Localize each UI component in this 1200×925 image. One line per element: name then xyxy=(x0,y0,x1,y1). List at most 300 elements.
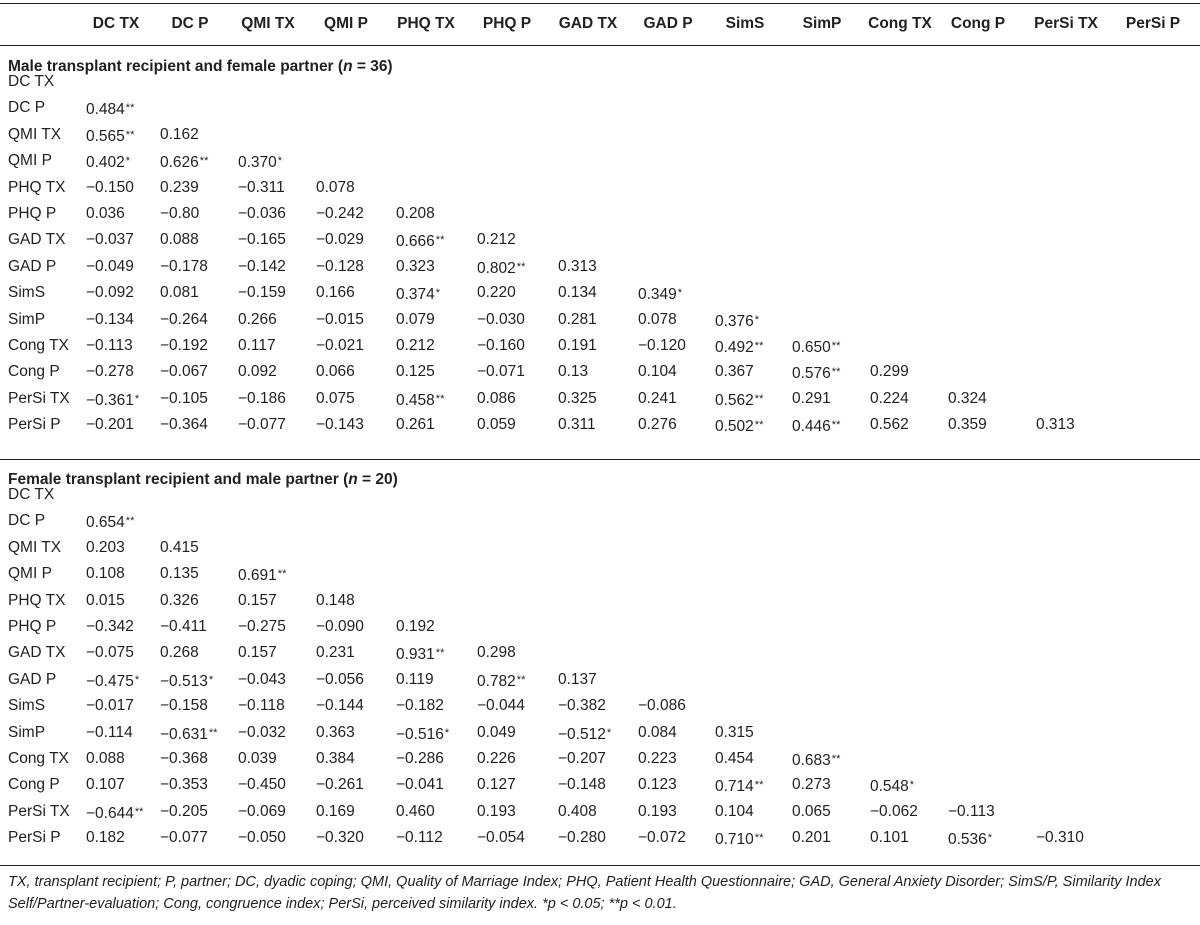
significance-marker: ** xyxy=(516,260,526,273)
table-cell xyxy=(86,588,125,614)
table-cell xyxy=(86,201,125,227)
table-cell xyxy=(638,412,677,438)
significance-marker: * xyxy=(134,392,140,405)
cell-value: 0.104 xyxy=(638,363,677,381)
row-label: GAD TX xyxy=(8,231,66,249)
table-cell xyxy=(638,746,677,772)
table-row xyxy=(0,693,1200,719)
table-cell xyxy=(86,640,134,666)
row-label: PerSi P xyxy=(8,829,61,847)
cell-value: 0.298 xyxy=(477,644,516,662)
table-cell xyxy=(86,746,125,772)
significance-marker: ** xyxy=(754,419,764,432)
table-cell xyxy=(948,799,995,825)
cell-value: −0.342 xyxy=(86,618,134,635)
cell-value: −0.032 xyxy=(238,723,286,741)
table-cell xyxy=(477,772,516,798)
table-row xyxy=(0,640,1200,666)
table-row xyxy=(0,333,1200,359)
cell-value: 0.088 xyxy=(160,231,199,249)
table-cell xyxy=(396,280,440,308)
significance-marker: * xyxy=(677,287,683,300)
cell-value: 0.268 xyxy=(160,644,199,662)
table-cell xyxy=(396,227,444,255)
cell-value: −0.450 xyxy=(238,776,286,794)
table-cell xyxy=(477,307,525,333)
table-cell xyxy=(870,386,909,412)
cell-value: 0.492 xyxy=(715,339,754,356)
table-cell xyxy=(396,746,444,772)
table-row xyxy=(0,412,1200,438)
table-row xyxy=(0,280,1200,306)
cell-value: −0.112 xyxy=(396,829,443,847)
table-cell xyxy=(238,307,277,333)
table-cell xyxy=(638,693,686,719)
cell-value: 0.036 xyxy=(86,205,125,222)
table-cell xyxy=(477,825,525,851)
cell-value: 0.078 xyxy=(638,310,677,328)
cell-value: 0.078 xyxy=(316,178,355,196)
cell-value: −0.072 xyxy=(638,829,686,847)
cell-value: 0.710 xyxy=(715,831,754,849)
significance-marker: ** xyxy=(754,779,764,792)
header-rule xyxy=(0,45,1200,46)
table-cell xyxy=(1036,412,1075,438)
cell-value: 0.370 xyxy=(238,154,277,172)
table-row xyxy=(0,201,1200,227)
table-cell xyxy=(316,359,355,385)
significance-marker: ** xyxy=(831,419,841,432)
cell-value: −0.513 xyxy=(160,672,208,690)
table-cell xyxy=(316,693,364,719)
row-label: PerSi TX xyxy=(8,802,70,820)
table-cell xyxy=(477,720,516,746)
cell-value: 0.931 xyxy=(396,646,435,664)
table-cell xyxy=(638,825,686,851)
table-row xyxy=(0,227,1200,253)
table-cell xyxy=(238,280,286,306)
cell-value: 0.802 xyxy=(477,259,516,277)
cell-value: −0.192 xyxy=(160,337,208,354)
row-label: SimP xyxy=(8,310,46,328)
row-label: SimS xyxy=(8,697,46,715)
cell-value: −0.071 xyxy=(477,363,525,381)
cell-value: −0.80 xyxy=(160,205,200,222)
significance-marker: ** xyxy=(831,753,841,765)
table-cell xyxy=(160,280,199,306)
cell-value: 0.565 xyxy=(86,127,125,145)
row-label: PerSi TX xyxy=(8,389,70,407)
table-row xyxy=(0,720,1200,746)
table-row xyxy=(0,825,1200,851)
table-cell xyxy=(160,825,208,851)
table-bottom-rule xyxy=(0,865,1200,866)
table-cell xyxy=(558,307,597,333)
cell-value: −0.631 xyxy=(160,725,208,743)
row-label: PHQ P xyxy=(8,618,57,635)
table-cell xyxy=(396,386,444,414)
table-cell xyxy=(86,95,134,123)
cell-value: −0.037 xyxy=(86,231,134,249)
table-cell xyxy=(160,693,208,719)
cell-value: 0.626 xyxy=(160,154,199,172)
cell-value: 0.654 xyxy=(86,514,125,532)
column-header: PHQ TX xyxy=(397,15,455,32)
table-cell xyxy=(316,307,364,333)
table-cell xyxy=(160,148,208,176)
cell-value: −0.049 xyxy=(86,257,134,275)
cell-value: −0.242 xyxy=(316,205,364,222)
table-cell xyxy=(160,588,199,614)
row-label: GAD TX xyxy=(8,644,66,662)
row-label: Cong TX xyxy=(8,750,69,767)
cell-value: 0.562 xyxy=(870,416,909,434)
row-label: QMI P xyxy=(8,152,52,170)
table-cell xyxy=(477,799,516,825)
table-cell xyxy=(715,772,763,800)
row-label: DC TX xyxy=(8,73,55,90)
cell-value: 0.454 xyxy=(715,750,754,767)
cell-value: 0.049 xyxy=(477,723,516,741)
cell-value: −0.320 xyxy=(316,829,364,847)
table-cell xyxy=(160,667,213,695)
significance-marker: ** xyxy=(125,515,135,528)
table-cell xyxy=(160,386,208,412)
significance-marker: ** xyxy=(516,673,526,686)
table-cell xyxy=(558,799,597,825)
significance-marker: ** xyxy=(208,726,218,739)
cell-value: −0.043 xyxy=(238,670,286,688)
significance-marker: * xyxy=(125,155,131,168)
cell-value: 0.166 xyxy=(316,284,355,302)
table-cell xyxy=(238,640,277,666)
table-cell xyxy=(558,333,597,359)
cell-value: −0.120 xyxy=(638,337,686,354)
table-cell xyxy=(86,359,134,385)
row-label: SimS xyxy=(8,284,46,302)
row-label: Cong P xyxy=(8,363,60,381)
cell-value: 0.548 xyxy=(870,778,909,796)
cell-value: 0.241 xyxy=(638,389,677,407)
table-row xyxy=(0,482,1200,508)
table-cell xyxy=(238,148,282,176)
cell-value: 0.065 xyxy=(792,802,831,820)
table-cell xyxy=(160,359,208,385)
table-cell xyxy=(316,667,364,693)
table-cell xyxy=(558,280,597,306)
table-cell xyxy=(160,307,208,333)
section-title-n: n xyxy=(343,58,353,75)
cell-value: −0.090 xyxy=(316,618,364,635)
table-cell xyxy=(558,693,606,719)
cell-value: 0.059 xyxy=(477,416,516,434)
table-cell xyxy=(715,359,754,385)
significance-marker: ** xyxy=(199,155,209,168)
cell-value: 0.104 xyxy=(715,802,754,820)
table-cell xyxy=(870,799,918,825)
section-divider-rule xyxy=(0,459,1200,460)
table-cell xyxy=(238,227,286,253)
table-cell xyxy=(238,693,285,719)
table-cell xyxy=(86,148,130,176)
row-label: DC TX xyxy=(8,486,55,503)
cell-value: 0.650 xyxy=(792,339,831,356)
table-row xyxy=(0,588,1200,614)
cell-value: 0.313 xyxy=(558,257,597,275)
table-cell xyxy=(86,720,133,746)
table-cell xyxy=(316,746,355,772)
table-cell xyxy=(316,175,355,201)
table-cell xyxy=(715,746,754,772)
table-cell xyxy=(316,412,364,438)
cell-value: −0.113 xyxy=(86,337,133,354)
cell-value: 0.326 xyxy=(160,591,199,609)
table-cell xyxy=(948,386,987,412)
table-cell xyxy=(86,693,134,719)
column-header: DC P xyxy=(171,15,209,32)
row-label: GAD P xyxy=(8,670,57,688)
cell-value: 0.148 xyxy=(316,591,355,609)
cell-value: −0.207 xyxy=(558,750,606,767)
table-cell xyxy=(792,359,840,387)
table-cell xyxy=(160,720,217,748)
table-cell xyxy=(870,825,909,851)
table-cell xyxy=(160,412,208,438)
table-cell xyxy=(558,667,597,693)
cell-value: 0.349 xyxy=(638,286,677,304)
table-cell xyxy=(870,772,914,800)
table-cell xyxy=(238,588,277,614)
cell-value: −0.159 xyxy=(238,284,286,302)
section-title-suffix: = 36) xyxy=(352,58,393,75)
cell-value: 0.182 xyxy=(86,829,125,847)
table-cell xyxy=(477,333,525,359)
table-cell xyxy=(477,693,525,719)
table-cell xyxy=(558,772,606,798)
table-row xyxy=(0,69,1200,95)
cell-value: 0.323 xyxy=(396,257,435,275)
section-title-suffix: = 20) xyxy=(357,471,398,488)
table-row xyxy=(0,508,1200,534)
table-row xyxy=(0,386,1200,412)
table-row xyxy=(0,667,1200,693)
cell-value: −0.644 xyxy=(86,804,134,822)
cell-value: 0.384 xyxy=(316,750,355,767)
cell-value: −0.044 xyxy=(477,697,525,715)
table-cell xyxy=(86,412,134,438)
cell-value: 0.101 xyxy=(870,829,909,847)
table-cell xyxy=(948,825,992,853)
table-cell xyxy=(86,772,125,798)
cell-value: −0.050 xyxy=(238,829,286,847)
table-cell xyxy=(396,254,435,280)
cell-value: 0.374 xyxy=(396,286,435,304)
table-cell xyxy=(316,254,364,280)
table-cell xyxy=(792,825,831,851)
table-cell xyxy=(638,772,677,798)
table-cell xyxy=(160,122,199,148)
significance-marker: ** xyxy=(831,366,841,379)
row-label: PHQ TX xyxy=(8,591,66,609)
cell-value: −0.186 xyxy=(238,389,286,407)
table-cell xyxy=(396,693,444,719)
cell-value: −0.311 xyxy=(238,178,285,196)
table-cell xyxy=(160,201,199,227)
cell-value: 0.117 xyxy=(238,337,276,354)
table-cell xyxy=(558,254,597,280)
column-header: GAD P xyxy=(643,15,693,32)
cell-value: −0.165 xyxy=(238,231,286,249)
row-label: SimP xyxy=(8,723,46,741)
table-row xyxy=(0,359,1200,385)
column-header: QMI P xyxy=(324,15,368,32)
table-cell xyxy=(477,227,516,253)
significance-marker: * xyxy=(606,726,612,739)
table-cell xyxy=(396,412,435,438)
table-cell xyxy=(792,386,831,412)
table-row xyxy=(0,254,1200,280)
table-cell xyxy=(638,280,682,308)
cell-value: 0.683 xyxy=(792,752,831,769)
cell-value: 0.273 xyxy=(792,776,831,794)
cell-value: −0.182 xyxy=(396,697,444,715)
table-cell xyxy=(792,746,840,774)
table-cell xyxy=(238,561,286,589)
cell-value: 0.088 xyxy=(86,750,125,767)
table-cell xyxy=(558,825,606,851)
column-header: GAD TX xyxy=(558,15,618,32)
column-header: Cong P xyxy=(950,15,1006,32)
cell-value: 0.276 xyxy=(638,416,677,434)
table-row xyxy=(0,95,1200,121)
cell-value: 0.092 xyxy=(238,363,277,381)
significance-marker: ** xyxy=(754,392,764,405)
significance-marker: ** xyxy=(125,102,135,115)
cell-value: −0.021 xyxy=(316,337,364,354)
table-cell xyxy=(396,640,444,668)
cell-value: 0.13 xyxy=(558,363,589,381)
cell-value: 0.203 xyxy=(86,538,125,556)
table-cell xyxy=(316,280,355,306)
section-title-prefix: Female transplant recipient and male partner ( xyxy=(8,471,349,488)
table-cell xyxy=(238,201,286,227)
table-cell xyxy=(86,614,134,640)
column-header: SimP xyxy=(802,15,842,32)
table-cell xyxy=(86,122,134,150)
cell-value: 0.363 xyxy=(316,723,355,741)
table-cell xyxy=(715,412,763,440)
significance-marker: ** xyxy=(435,647,445,660)
cell-value: 0.223 xyxy=(638,750,677,767)
table-row xyxy=(0,175,1200,201)
row-label: PerSi P xyxy=(8,416,61,434)
table-cell xyxy=(238,746,277,772)
table-cell xyxy=(477,280,516,306)
table-cell xyxy=(238,386,286,412)
column-header: PerSi TX xyxy=(1034,15,1098,32)
table-cell xyxy=(638,720,677,746)
table-cell xyxy=(86,254,134,280)
cell-value: −0.368 xyxy=(160,750,208,767)
table-cell xyxy=(792,333,840,361)
cell-value: −0.475 xyxy=(86,672,134,690)
table-cell xyxy=(238,772,286,798)
cell-value: −0.077 xyxy=(160,829,208,847)
cell-value: −0.361 xyxy=(86,391,134,409)
column-header: Cong TX xyxy=(868,15,932,32)
cell-value: 0.079 xyxy=(396,310,435,328)
cell-value: 0.266 xyxy=(238,310,277,328)
table-cell xyxy=(160,772,208,798)
cell-value: −0.118 xyxy=(238,697,285,715)
cell-value: −0.054 xyxy=(477,829,525,847)
table-cell xyxy=(477,640,516,666)
table-cell xyxy=(396,667,434,693)
cell-value: −0.075 xyxy=(86,644,134,662)
cell-value: 0.084 xyxy=(638,723,677,741)
table-cell xyxy=(638,333,686,359)
cell-value: 0.311 xyxy=(558,416,596,434)
table-row xyxy=(0,614,1200,640)
table-cell xyxy=(238,359,277,385)
cell-value: 0.192 xyxy=(396,618,435,635)
cell-value: −0.143 xyxy=(316,416,364,434)
cell-value: −0.280 xyxy=(558,829,606,847)
cell-value: 0.261 xyxy=(396,416,435,434)
significance-marker: * xyxy=(134,673,140,686)
cell-value: 0.081 xyxy=(160,284,199,302)
cell-value: 0.299 xyxy=(870,363,909,381)
table-cell xyxy=(86,799,143,827)
cell-value: −0.353 xyxy=(160,776,208,794)
cell-value: −0.411 xyxy=(160,618,207,635)
cell-value: −0.205 xyxy=(160,802,208,820)
table-row xyxy=(0,307,1200,333)
table-row xyxy=(0,772,1200,798)
row-label: Cong P xyxy=(8,776,60,794)
table-cell xyxy=(238,254,286,280)
significance-marker: * xyxy=(277,155,283,168)
cell-value: −0.148 xyxy=(558,776,606,794)
cell-value: −0.178 xyxy=(160,257,208,275)
table-cell xyxy=(396,201,435,227)
cell-value: 0.086 xyxy=(477,389,516,407)
significance-marker: ** xyxy=(831,340,841,352)
table-cell xyxy=(238,667,286,693)
cell-value: 0.119 xyxy=(396,670,434,688)
cell-value: 0.714 xyxy=(715,778,754,796)
significance-marker: * xyxy=(909,779,915,792)
column-header: PHQ P xyxy=(482,15,532,32)
cell-value: 0.107 xyxy=(86,776,125,794)
table-cell xyxy=(316,772,364,798)
cell-value: −0.030 xyxy=(477,310,525,328)
cell-value: −0.029 xyxy=(316,231,364,249)
cell-value: −0.128 xyxy=(316,257,364,275)
table-row xyxy=(0,746,1200,772)
table-cell xyxy=(86,227,134,253)
row-label: QMI P xyxy=(8,565,52,583)
table-cell xyxy=(86,280,134,306)
cell-value: −0.092 xyxy=(86,284,134,302)
table-cell xyxy=(160,535,199,561)
table-cell xyxy=(715,333,763,361)
table-cell xyxy=(715,825,763,853)
table-cell xyxy=(86,535,125,561)
cell-value: −0.150 xyxy=(86,178,134,196)
cell-value: 0.502 xyxy=(715,418,754,436)
table-cell xyxy=(160,799,208,825)
